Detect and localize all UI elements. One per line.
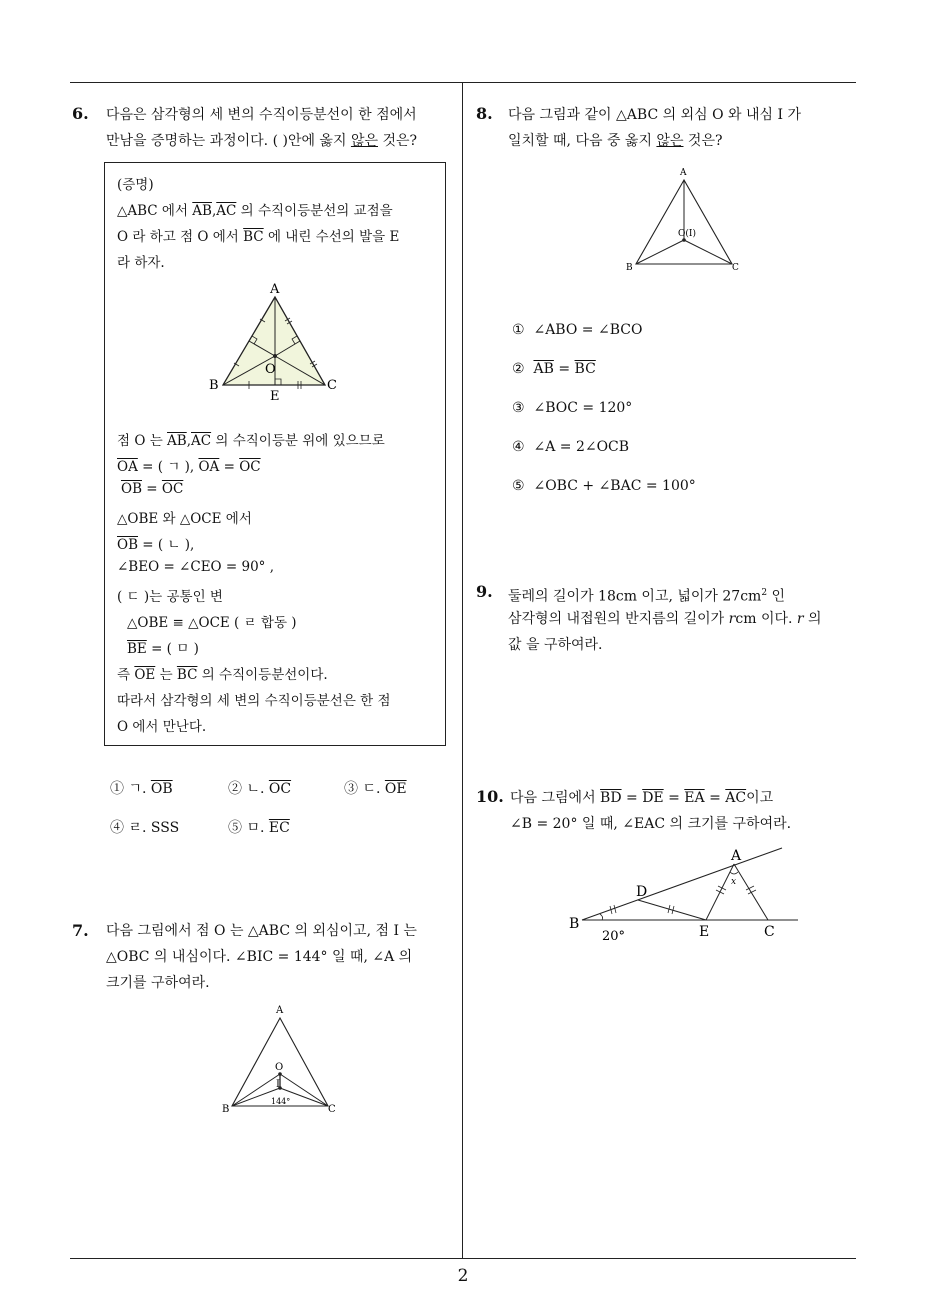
- tick-mark: [716, 890, 724, 894]
- label-i: I: [276, 1079, 280, 1090]
- proof-line: $\overline{OB}$ = ( ㄴ ),: [117, 537, 195, 553]
- q6-choice-2[interactable]: ② ㄴ. $\overline{OC}$: [228, 781, 292, 797]
- angle-arc-b: [600, 914, 603, 920]
- column-divider: [462, 82, 463, 1258]
- proof-line: 점 O 는 $\overline{AB},\overline{AC}$ 의 수직이등분 위에 있으므로: [117, 433, 385, 449]
- q10-figure: [566, 842, 798, 946]
- proof-line: 라 하자.: [117, 255, 165, 271]
- q9-line2: 삼각형의 내접원의 반지름의 길이가 rcm 이다. r 의: [508, 611, 822, 627]
- footer-rule: [70, 1258, 856, 1259]
- label-c: C: [327, 378, 337, 393]
- proof-line: $\overline{OA}$ = ( ㄱ ), $\overline{OA} = \overline{OC}$: [117, 459, 261, 475]
- label-angle-b: 20°: [602, 929, 626, 944]
- label-b: B: [569, 916, 580, 932]
- label-o: O: [265, 362, 276, 377]
- header-rule: [70, 82, 856, 83]
- q8-choice-2[interactable]: ② $\overline{AB} = \overline{BC}$: [512, 361, 596, 377]
- proof-line: △OBE 와 △OCE 에서: [117, 511, 252, 527]
- q7-line1: 다음 그림에서 점 O 는 △ABC 의 외심이고, 점 I 는: [106, 923, 417, 939]
- proof-line: △ABC 에서 $\overline{AB},\overline{AC}$ 의 수직이등분선의 교점을: [117, 203, 393, 219]
- proof-line: 즉 $\overline{OE}$ 는 $\overline{BC}$ 의 수직이등분선이다.: [117, 667, 328, 683]
- q7-line2: △OBC 의 내심이다. ∠BIC = 144° 일 때, ∠A 의: [106, 949, 413, 965]
- label-d: D: [636, 884, 648, 900]
- proof-line: ∠BEO = ∠CEO = 90° ,: [117, 559, 275, 575]
- q10-line1: 다음 그림에서 $\overline{BD} = \overline{DE} = \overline{EA} = \overline{AC}$이고: [510, 790, 774, 806]
- label-x: x: [731, 877, 737, 887]
- q6-line2: 만남을 증명하는 과정이다. ( )안에 옳지 않은 것은?: [106, 133, 418, 149]
- q6-choice-1[interactable]: ① ㄱ. $\overline{OB}$: [110, 781, 173, 797]
- proof-line: $\overline{BE}$ = ( ㅁ ): [127, 641, 199, 657]
- proof-box: [104, 162, 446, 746]
- proof-line: ( ㄷ )는 공통인 변: [117, 589, 223, 605]
- label-c: C: [764, 924, 775, 940]
- page-number: 2: [457, 1266, 469, 1286]
- q8-line1: 다음 그림과 같이 △ABC 의 외심 O 와 내심 I 가: [508, 107, 801, 123]
- q6-number: 6.: [72, 104, 89, 123]
- q8-choice-5[interactable]: ⑤ ∠OBC + ∠BAC = 100°: [512, 478, 696, 494]
- segment-ac: [734, 864, 768, 920]
- q6-choice-3[interactable]: ③ ㄷ. $\overline{OE}$: [344, 781, 407, 797]
- label-e: E: [699, 924, 710, 940]
- label-angle-bic: 144°: [271, 1097, 291, 1106]
- proof-line: O 라 하고 점 O 에서 $\overline{BC}$ 에 내린 수선의 발을 E: [117, 229, 400, 245]
- label-oi: O(I): [678, 229, 696, 239]
- q8-number: 8.: [476, 104, 493, 123]
- q8-choice-4[interactable]: ④ ∠A = 2∠OCB: [512, 439, 630, 455]
- q6-choice-5[interactable]: ⑤ ㅁ. $\overline{EC}$: [228, 820, 290, 836]
- q10-number: 10.: [476, 787, 504, 806]
- label-a: A: [276, 1005, 284, 1016]
- q9-line3: 값 을 구하여라.: [508, 637, 603, 653]
- q9-line1: 둘레의 길이가 18cm 이고, 넓이가 $27cm^2$ 인: [508, 588, 786, 605]
- proof-line: 따라서 삼각형의 세 변의 수직이등분선은 한 점: [117, 693, 391, 709]
- q7-number: 7.: [72, 921, 89, 940]
- label-a: A: [731, 848, 742, 864]
- tick-mark: [718, 886, 726, 890]
- label-c: C: [732, 263, 739, 273]
- point-o: [273, 354, 277, 358]
- q6-triangle-figure: [205, 281, 345, 403]
- angle-arc-a: [730, 872, 738, 874]
- label-o: O: [275, 1062, 284, 1073]
- proof-line: (증명): [117, 177, 154, 193]
- q8-line2: 일치할 때, 다음 중 옳지 않은 것은?: [508, 133, 723, 149]
- q8-choice-1[interactable]: ① ∠ABO = ∠BCO: [512, 322, 643, 338]
- ray-ba: [582, 848, 782, 920]
- q8-choice-3[interactable]: ③ ∠BOC = 120°: [512, 400, 633, 416]
- tick-mark: [614, 905, 616, 913]
- label-e: E: [270, 389, 280, 403]
- q7-line3: 크기를 구하여라.: [106, 975, 210, 991]
- label-a: A: [270, 282, 280, 297]
- q6-line1: 다음은 삼각형의 세 변의 수직이등분선이 한 점에서: [106, 107, 417, 123]
- label-b: B: [222, 1104, 230, 1115]
- label-c: C: [328, 1104, 336, 1115]
- q6-choice-4[interactable]: ④ ㄹ. SSS: [110, 820, 180, 836]
- q8-triangle-figure: [620, 164, 750, 276]
- q10-line2: ∠B = 20° 일 때, ∠EAC 의 크기를 구하여라.: [510, 816, 792, 832]
- label-a: A: [680, 168, 687, 178]
- label-b: B: [209, 378, 219, 393]
- q9-number: 9.: [476, 582, 493, 601]
- segment-de: [638, 900, 706, 920]
- q7-triangle-figure: [218, 1000, 342, 1120]
- proof-line: O 에서 만난다.: [117, 719, 207, 735]
- proof-line: $\overline{OB} = \overline{OC}$: [121, 481, 184, 497]
- proof-line: △OBE ≡ △OCE ( ㄹ 합동 ): [127, 615, 297, 631]
- label-b: B: [626, 263, 633, 273]
